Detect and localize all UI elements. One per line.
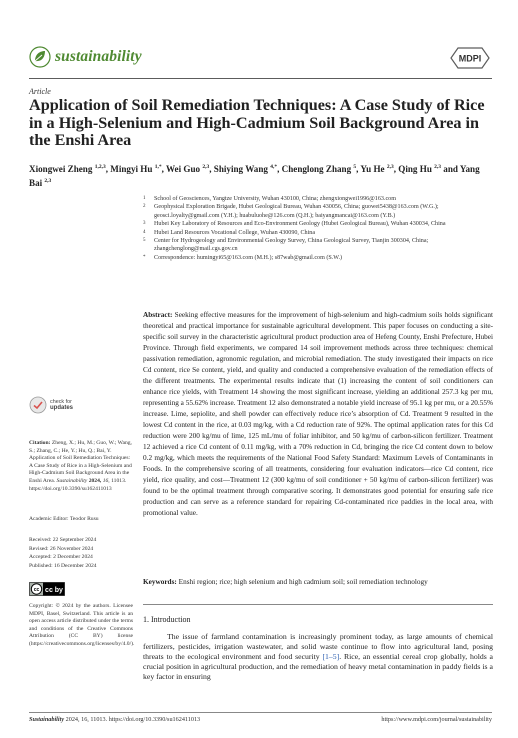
date-accepted: Accepted: 2 December 2024: [29, 554, 93, 560]
affiliation-number: 2: [143, 204, 146, 210]
affiliation-number: 1: [143, 196, 146, 201]
check-updates-icon: [29, 396, 47, 414]
date-published: Published: 16 December 2024: [29, 562, 97, 569]
author-affiliation-marker: 1,*: [154, 164, 162, 170]
footer-citation: Sustainability 2024, 16, 11013. https://doi.org/10.3390/su162411013: [29, 716, 201, 723]
footer-rule: [29, 712, 492, 713]
affiliation-text: School of Geosciences, Yangtze University, Wuhan 430100, China; zhengxiongwei1996@163.com: [154, 196, 396, 202]
citation-label: Citation:: [29, 440, 51, 446]
intro-heading: 1. Introduction: [143, 615, 191, 624]
affiliation-item: [143, 220, 493, 228]
reference-link[interactable]: [1–5]: [322, 652, 340, 662]
author-name: Wei Guo $^{2,3}$: [165, 164, 210, 175]
academic-editor: Academic Editor: Teodor Rusu: [29, 516, 99, 522]
affiliation-item: [143, 229, 493, 237]
date-revised: Revised: 26 November 2024: [29, 545, 94, 552]
publisher-name: MDPI: [458, 53, 482, 64]
check-updates-label: check for updates: [50, 398, 74, 411]
author-affiliation-marker: 4,*: [270, 164, 278, 170]
affiliation-item: [143, 254, 493, 262]
affiliation-item: [143, 203, 493, 220]
cc-by-license-icon[interactable]: [29, 582, 65, 596]
author-affiliation-marker: 5: [353, 164, 357, 170]
abstract: [143, 310, 493, 519]
author-name: Shiying Wang $^{4,*}$: [213, 164, 278, 175]
keywords-text: Enshi region; rice; high selenium and high cadmium soil; soil remediation technology: [178, 578, 428, 586]
publication-dates: [29, 536, 133, 570]
abstract-label: Abstract:: [143, 311, 173, 319]
intro-paragraph: The issue of farmland contamination is increasingly prominent today, as large amounts of chemical fertilizers, pesticides, irrigation wastewater, and solid waste continue to flow into agricultural land, posing threats to the ecological environment and food security [1–5]. Rice, an essential cereal crop globally, holds a crucial position in agricultural production, and the remediation of heavy metal contamination in paddy fields is a key factor in ensuring: [143, 632, 493, 682]
footer-journal-url[interactable]: https://www.mdpi.com/journal/sustainability: [381, 716, 492, 723]
keywords-label: Keywords:: [143, 578, 177, 586]
affiliation-text: Hubei Land Resources Vocational College, Wuhan 430090, China: [154, 229, 316, 236]
affiliation-text: Hubei Key Laboratory of Resources and Eco-Environment Geology (Hubei Geological Bureau), Wuhan 430034, China: [154, 221, 446, 228]
date-received: Received: 22 September 2024: [29, 537, 97, 543]
author-name: Qing Hu $^{2,3}$: [398, 164, 442, 175]
affiliation-text: Center for Hydrogeology and Environmental Geology Survey, China Geological Survey, Tianjin 300304, China; zhangchenglong@mail.cgs.gov.cn: [154, 238, 429, 253]
keywords: [143, 577, 493, 587]
citation-text: Zheng, X.; Hu, M.; Guo, W.; Wang, S.; Zhang, C.; He, Y.; Hu, Q.; Bai, Y. Application of Soil Remediation Techniques: A Case Study of Rice in a High-Selenium and High-Cadmium Soil Background Area in the Enshi Area.: [29, 440, 132, 484]
journal-name: sustainability: [55, 48, 142, 65]
article-title: Application of Soil Remediation Techniques: A Case Study of Rice in a High-Selenium and High-Cadmium Soil Background Area in the Enshi Area: [29, 96, 485, 150]
citation: [29, 440, 133, 493]
author-affiliation-marker: 2,3: [386, 164, 394, 170]
header-rule: [29, 78, 492, 79]
svg-text:cc: cc: [33, 587, 40, 593]
affiliation-text: Correspondence: humingyi65@163.com (M.H.); s87wab@gmail.com (S.W.): [154, 254, 343, 261]
author-affiliation-marker: 2,3: [202, 164, 210, 170]
author-affiliation-marker: 2,3: [44, 177, 52, 184]
mdpi-logo-icon: [450, 47, 490, 69]
cc-label: cc by: [45, 587, 63, 594]
affiliations: [143, 195, 493, 262]
author-name: Yang Bai $^{2,3}$: [29, 164, 480, 188]
citation-year: 2024,: [88, 477, 102, 484]
check-updates-button[interactable]: [29, 394, 91, 416]
author-name: Chenglong Zhang $^5$: [281, 164, 357, 175]
citation-doi[interactable]: 11013. https://doi.org/10.3390/su162411013: [29, 477, 127, 492]
affiliation-number: *: [143, 254, 146, 260]
journal-logo: [29, 44, 149, 70]
author-list: Xiongwei Zheng $^{1,2,3}$, Mingyi Hu $^{1,*}$, Wei Guo $^{2,3}$, Shiying Wang $^{4,*}$, Chenglong Zhang $^5$, Yu He $^{2,3}$, Qing Hu $^{2,3}$ and Yang Bai $^{2,3}$: [29, 164, 480, 188]
affiliation-text: Geophysical Exploration Brigade, Hubei Geological Bureau, Wuhan 430056, China; guowei5438@163.com (W.G.); geosci.loyalty@gmail.com (Y.H.); huabuluohe@126.com (Q.H.); baiyangmancai@163.com (Y.B.): [154, 204, 439, 219]
affiliation-number: 4: [143, 229, 146, 235]
author-name: Yu He $^{2,3}$: [360, 164, 394, 175]
author-affiliation-marker: 1,2,3: [94, 164, 106, 170]
abstract-text: Seeking effective measures for the improvement of high-selenium and high-cadmium soils holds significant theoretical and practical importance for sustainable agricultural development. This paper focuses on conducting a site-specific soil survey in the characteristic agricultural product production area of Hefeng County, Enshi Prefecture, Hubei Province. Through field experiments, we compared 14 soil improvement methods across three techniques: chemical passivation remediation, agronomic regulation, and microbial remediation. The study investigated their impacts on rice Cd content, rice Se content, yield, and quality and conducted a comprehensive evaluation of the remediation effects of the different treatments. The experimental results indicate that (1) increasing the content of soil conditioners can enhance rice yields, with Treatment 14 showing the most significant increase, yielding an additional 257.3 kg per mu, representing a 55.62% increase. Treatment 12 also demonstrated a notable yield increase of 95.1 kg per mu, or a 20.55% increase. Lime, sepiolite, and shell powder can effectively reduce rice’s absorption of Cd. Treatment 9 resulted in the lowest Cd content in the rice, at 0.03 mg/kg, with a Cd reduction rate of 92%. The optimal application rates for this Cd reduction were 200 kg/mu of lime, 125 mL/mu of foliar inhibitor, and 50 kg/mu of carbon-silicon fertilizer. Treatment 12 achieved a rice Cd content of 0.11 mg/kg, with a 70% reduction in Cd, bringing the rice Cd content down to below 0.2 mg/kg, which meets the requirements of the National Food Safety Standard: Maximum Levels of Contaminants in Foods. In the comprehensive scoring of all treatments, considering four evaluation indicators—rice Cd content, rice yield, rice quality, and cost—Treatment 12 (300 kg/mu of soil conditioner + 50 kg/mu of carbon-silicon fertilizer) was found to be the optimal treatment through comparative scoring. It demonstrates good potential for ensuring safe rice production and can serve as a reference standard for repairing Cd-contaminated rice paddies in the local area, with promotional value.: [143, 311, 494, 517]
section-rule: [143, 604, 493, 605]
affiliation-item: [143, 237, 493, 254]
sustainability-leaf-icon: [29, 46, 51, 68]
affiliation-item: [143, 195, 493, 203]
copyright-notice: Copyright: © 2024 by the authors. Licensee MDPI, Basel, Switzerland. This article is an open access article distributed under the terms and conditions of the Creative Commons Attribution (CC BY) license (https://creativecommons.org/licenses/by/4.0/).: [29, 603, 135, 647]
citation-volume: 16,: [102, 477, 110, 484]
article-type: Article: [29, 87, 51, 96]
citation-journal: Sustainability: [56, 477, 88, 484]
author-name: Mingyi Hu $^{1,*}$: [110, 164, 162, 175]
author-name: Xiongwei Zheng $^{1,2,3}$: [29, 164, 106, 175]
affiliation-number: 3: [143, 221, 146, 227]
author-affiliation-marker: 2,3: [434, 164, 442, 170]
affiliation-number: 5: [143, 238, 146, 244]
